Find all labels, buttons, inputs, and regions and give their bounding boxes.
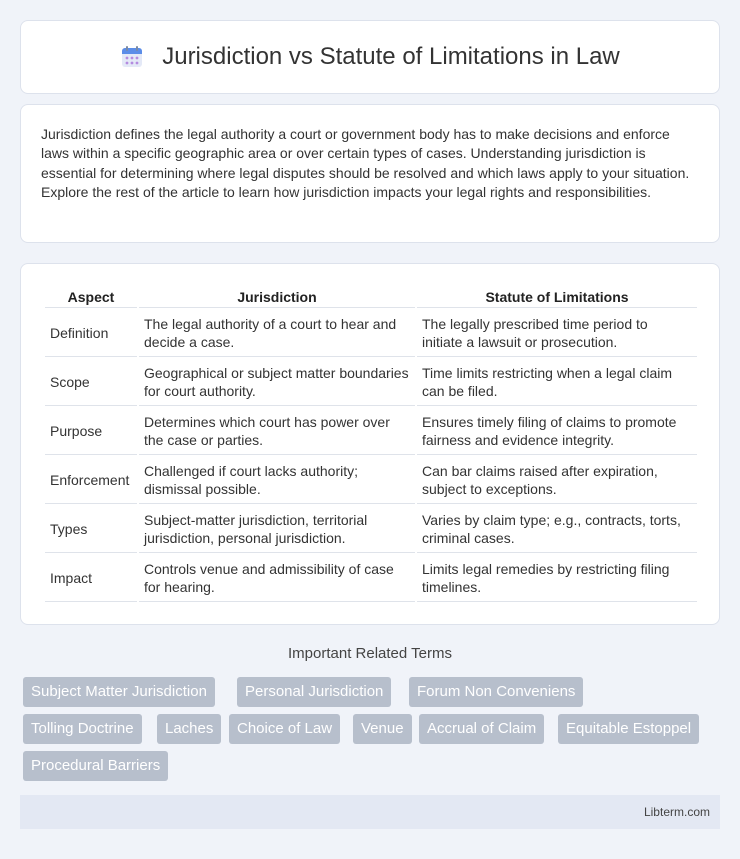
cell-statute: Limits legal remedies by restricting filing timelines. — [417, 555, 697, 602]
tag-laches[interactable]: Laches — [157, 714, 221, 744]
cell-statute: Can bar claims raised after expiration, subject to exceptions. — [417, 457, 697, 504]
tag-tolling-doctrine[interactable]: Tolling Doctrine — [23, 714, 142, 744]
tag-forum-non-conveniens[interactable]: Forum Non Conveniens — [409, 677, 583, 707]
cell-jurisdiction: The legal authority of a court to hear and decide a case. — [139, 310, 415, 357]
table-row — [45, 555, 697, 602]
cell-jurisdiction: Controls venue and admissibility of case for hearing. — [139, 555, 415, 602]
cell-aspect: Enforcement — [45, 457, 137, 504]
cell-jurisdiction: Subject-matter jurisdiction, territorial jurisdiction, personal jurisdiction. — [139, 506, 415, 553]
cell-statute: The legally prescribed time period to initiate a lawsuit or prosecution. — [417, 310, 697, 357]
cell-aspect: Types — [45, 506, 137, 553]
header-jurisdiction: Jurisdiction — [139, 286, 415, 308]
tag-accrual-of-claim[interactable]: Accrual of Claim — [419, 714, 544, 744]
cell-statute: Varies by claim type; e.g., contracts, torts, criminal cases. — [417, 506, 697, 553]
header-aspect: Aspect — [45, 286, 137, 308]
cell-jurisdiction: Determines which court has power over the case or parties. — [139, 408, 415, 455]
table-row — [45, 457, 697, 504]
table-header-row — [45, 286, 697, 308]
tag-procedural-barriers[interactable]: Procedural Barriers — [23, 751, 168, 781]
comparison-table-card — [20, 263, 720, 625]
cell-statute: Time limits restricting when a legal claim can be filed. — [417, 359, 697, 406]
cell-aspect: Scope — [45, 359, 137, 406]
calendar-icon — [120, 45, 144, 69]
intro-text: Jurisdiction defines the legal authority a court or government body has to make decisions and enforce laws within a specific geographic area or over certain types of cases. Understanding jurisdiction is essential for determining where legal disputes should be resolved and which laws apply to your situation. Explore the rest of the article to learn how jurisdiction impacts your legal rights and responsibilities. — [41, 126, 690, 201]
intro-card — [20, 104, 720, 243]
tag-subject-matter-jurisdiction[interactable]: Subject Matter Jurisdiction — [23, 677, 215, 707]
cell-jurisdiction: Geographical or subject matter boundaries for court authority. — [139, 359, 415, 406]
page-title: Jurisdiction vs Statute of Limitations in Law — [162, 43, 620, 70]
tag-venue[interactable]: Venue — [353, 714, 412, 744]
table-row — [45, 359, 697, 406]
tag-choice-of-law[interactable]: Choice of Law — [229, 714, 340, 744]
cell-aspect: Definition — [45, 310, 137, 357]
cell-statute: Ensures timely filing of claims to promote fairness and evidence integrity. — [417, 408, 697, 455]
cell-aspect: Impact — [45, 555, 137, 602]
cell-jurisdiction: Challenged if court lacks authority; dismissal possible. — [139, 457, 415, 504]
tag-personal-jurisdiction[interactable]: Personal Jurisdiction — [237, 677, 391, 707]
table-row — [45, 506, 697, 553]
table-row — [45, 408, 697, 455]
header-statute: Statute of Limitations — [417, 286, 697, 308]
footer-site-link[interactable]: Libterm.com — [643, 805, 710, 819]
related-terms-title: Important Related Terms — [288, 645, 452, 662]
title-card — [20, 20, 720, 94]
table-row — [45, 310, 697, 357]
comparison-table — [43, 284, 699, 604]
footer — [20, 795, 720, 829]
tag-equitable-estoppel[interactable]: Equitable Estoppel — [558, 714, 699, 744]
cell-aspect: Purpose — [45, 408, 137, 455]
